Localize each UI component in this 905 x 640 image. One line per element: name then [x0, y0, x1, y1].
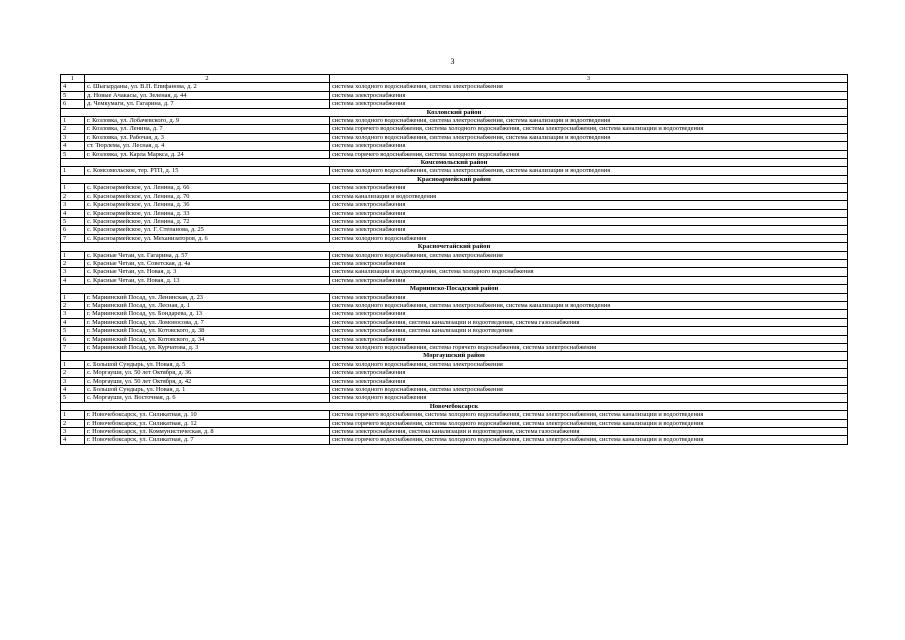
section-header-row — [61, 175, 848, 183]
row-address: с. Красноармейское, ул. Г. Степанова, д. 25 — [85, 226, 330, 234]
table-row — [61, 133, 848, 141]
section-title: Красноармейский район — [61, 175, 848, 183]
table-row — [61, 259, 848, 267]
table-row — [61, 293, 848, 301]
table-row — [61, 167, 848, 175]
column-number-3: 3 — [330, 75, 848, 83]
row-address: д. Новые Ачакасы, ул. Зеленая, д. 44 — [85, 91, 330, 99]
section-title: Моргаушский район — [61, 352, 848, 360]
row-address: г. Новочебоксарск, ул. Коммунистическая, д. 8 — [85, 428, 330, 436]
row-address: г. Козловка, ул. Ленина, д. 7 — [85, 125, 330, 133]
row-systems: система электроснабжения — [330, 209, 848, 217]
row-systems: система электроснабжения — [330, 276, 848, 284]
row-number: 1 — [61, 360, 85, 368]
row-address: с. Моргауши, ул. 50 лет Октября, д. 42 — [85, 377, 330, 385]
row-address: с. Красноармейское, ул. Ленина, д. 72 — [85, 217, 330, 225]
row-systems: система электроснабжения — [330, 369, 848, 377]
row-address: с. Моргауши, ул. 50 лет Октября, д. 36 — [85, 369, 330, 377]
row-address: г. Мариинский Посад, ул. Лесная, д. 1 — [85, 301, 330, 309]
section-title: Комсомольский район — [61, 159, 848, 167]
row-systems: система электроснабжения — [330, 293, 848, 301]
row-systems: система холодного водоснабжения, система электроснабжения, система канализации и водоотведения — [330, 301, 848, 309]
row-number: 1 — [61, 117, 85, 125]
table-row — [61, 217, 848, 225]
section-header-row — [61, 352, 848, 360]
table-row — [61, 335, 848, 343]
table-row — [61, 142, 848, 150]
row-systems: система холодного водоснабжения — [330, 394, 848, 402]
row-systems: система холодного водоснабжения, система электроснабжения — [330, 386, 848, 394]
row-address: г. Новочебоксарск, ул. Силикатная, д. 10 — [85, 411, 330, 419]
row-address: г. Козловка, ул. Рабочая, д. 3 — [85, 133, 330, 141]
table-row — [61, 201, 848, 209]
row-systems: система электроснабжения — [330, 184, 848, 192]
row-number: 4 — [61, 436, 85, 444]
row-systems: система электроснабжения — [330, 217, 848, 225]
table-row — [61, 318, 848, 326]
table-row — [61, 226, 848, 234]
row-address: д. Чемкумаги, ул. Гагарина, д. 7 — [85, 100, 330, 108]
row-number: 5 — [61, 327, 85, 335]
row-number: 6 — [61, 335, 85, 343]
table-row — [61, 436, 848, 444]
section-title: Мариинско-Посадский район — [61, 285, 848, 293]
table-row — [61, 276, 848, 284]
section-header-row — [61, 159, 848, 167]
row-address: с. Большой Сундырь, ул. Новая, д. 1 — [85, 386, 330, 394]
row-number: 1 — [61, 251, 85, 259]
row-systems: система холодного водоснабжения, система электроснабжения — [330, 251, 848, 259]
row-number: 1 — [61, 411, 85, 419]
row-number: 3 — [61, 377, 85, 385]
table-row — [61, 184, 848, 192]
row-systems: система электроснабжения — [330, 377, 848, 385]
row-address: с. Комсомольское, тер. РТП, д. 15 — [85, 167, 330, 175]
row-number: 1 — [61, 167, 85, 175]
table-row — [61, 83, 848, 91]
row-number: 6 — [61, 100, 85, 108]
row-number: 4 — [61, 276, 85, 284]
row-systems: система холодного водоснабжения, система электроснабжения, система канализации и водоотведения — [330, 133, 848, 141]
row-number: 2 — [61, 192, 85, 200]
row-number: 3 — [61, 428, 85, 436]
table-row — [61, 360, 848, 368]
row-number: 5 — [61, 91, 85, 99]
row-systems: система электроснабжения, система канализации и водоотведения, система газоснабжения — [330, 318, 848, 326]
page-number: 3 — [450, 57, 455, 66]
row-address: г. Мариинский Посад, ул. Бондарева, д. 13 — [85, 310, 330, 318]
row-systems: система электроснабжения, система канализации и водоотведения — [330, 327, 848, 335]
table-row — [61, 428, 848, 436]
row-systems: система холодного водоснабжения — [330, 234, 848, 242]
row-address: ст. Тюрлема, ул. Лесная, д. 4 — [85, 142, 330, 150]
row-number: 7 — [61, 344, 85, 352]
row-number: 3 — [61, 268, 85, 276]
row-number: 1 — [61, 184, 85, 192]
row-number: 3 — [61, 310, 85, 318]
row-address: г. Мариинский Посад, ул. Котовского, д. 34 — [85, 335, 330, 343]
row-address: г. Мариинский Посад, ул. Курчатова, д. 3 — [85, 344, 330, 352]
table-row — [61, 344, 848, 352]
row-number: 4 — [61, 142, 85, 150]
table-row — [61, 125, 848, 133]
table-row — [61, 150, 848, 158]
section-header-row — [61, 402, 848, 410]
row-number: 2 — [61, 125, 85, 133]
row-systems: система холодного водоснабжения, система электроснабжения — [330, 83, 848, 91]
row-number: 2 — [61, 419, 85, 427]
row-address: с. Красноармейское, ул. Ленина, д. 33 — [85, 209, 330, 217]
table-row — [61, 419, 848, 427]
row-systems: система канализации и водоотведения, система холодного водоснабжения — [330, 268, 848, 276]
table-row — [61, 192, 848, 200]
row-address: г. Новочебоксарск, ул. Силикатная, д. 12 — [85, 419, 330, 427]
row-systems: система электроснабжения — [330, 335, 848, 343]
row-number: 5 — [61, 150, 85, 158]
column-number-2: 2 — [85, 75, 330, 83]
table-row — [61, 386, 848, 394]
row-address: с. Большой Сундырь, ул. Новая, д. 5 — [85, 360, 330, 368]
row-number: 5 — [61, 394, 85, 402]
row-number: 4 — [61, 209, 85, 217]
row-systems: система горячего водоснабжения, система холодного водоснабжения, система электроснабжения, система канализации и водоотведения — [330, 125, 848, 133]
table-row — [61, 251, 848, 259]
column-numbers-row — [61, 75, 848, 83]
row-systems: система холодного водоснабжения, система электроснабжения, система канализации и водоотведения — [330, 167, 848, 175]
column-number-1: 1 — [61, 75, 85, 83]
row-address: с. Красные Четаи, ул. Советская, д. 4а — [85, 259, 330, 267]
section-title: Козловский район — [61, 108, 848, 116]
row-systems: система электроснабжения — [330, 259, 848, 267]
row-systems: система холодного водоснабжения, система электроснабжения, система канализации и водоотведения — [330, 117, 848, 125]
row-number: 7 — [61, 234, 85, 242]
row-systems: система канализации и водоотведения — [330, 192, 848, 200]
row-number: 1 — [61, 293, 85, 301]
row-systems: система электроснабжения — [330, 310, 848, 318]
row-address: с. Красные Четаи, ул. Новая, д. 13 — [85, 276, 330, 284]
row-systems: система электроснабжения — [330, 100, 848, 108]
table-row — [61, 310, 848, 318]
table-row — [61, 117, 848, 125]
table-row — [61, 327, 848, 335]
section-header-row — [61, 108, 848, 116]
row-systems: система электроснабжения — [330, 226, 848, 234]
objects-table — [60, 74, 848, 445]
section-header-row — [61, 285, 848, 293]
row-number: 3 — [61, 201, 85, 209]
row-number: 4 — [61, 386, 85, 394]
row-address: с. Шыгырданы, ул. В.П. Епифанова, д. 2 — [85, 83, 330, 91]
row-systems: система горячего водоснабжения, система холодного водоснабжения — [330, 150, 848, 158]
row-address: с. Красные Четаи, ул. Новая, д. 3 — [85, 268, 330, 276]
table-row — [61, 268, 848, 276]
row-address: г. Мариинский Посад, ул. Ленинская, д. 23 — [85, 293, 330, 301]
row-address: с. Красноармейское, ул. Ленина, д. 66 — [85, 184, 330, 192]
row-address: г. Новочебоксарск, ул. Силикатная, д. 7 — [85, 436, 330, 444]
table-row — [61, 234, 848, 242]
row-systems: система электроснабжения — [330, 91, 848, 99]
row-systems: система горячего водоснабжения, система холодного водоснабжения, система электроснабжения, система канализации и водоотведения — [330, 436, 848, 444]
row-address: г. Мариинский Посад, ул. Котовского, д. 38 — [85, 327, 330, 335]
table-row — [61, 100, 848, 108]
table-body — [61, 75, 848, 445]
table-row — [61, 377, 848, 385]
row-number: 4 — [61, 318, 85, 326]
row-number: 6 — [61, 226, 85, 234]
row-systems: система холодного водоснабжения, система электроснабжения — [330, 360, 848, 368]
row-number: 5 — [61, 217, 85, 225]
table-row — [61, 209, 848, 217]
row-address: с. Моргауши, ул. Восточная, д. 6 — [85, 394, 330, 402]
row-systems: система электроснабжения — [330, 201, 848, 209]
row-number: 2 — [61, 369, 85, 377]
table-row — [61, 411, 848, 419]
row-address: г. Козловка, ул. Карла Маркса, д. 24 — [85, 150, 330, 158]
table-row — [61, 394, 848, 402]
table-row — [61, 91, 848, 99]
row-address: с. Красноармейское, ул. Механизаторов, д. 6 — [85, 234, 330, 242]
section-title: Красночетайский район — [61, 243, 848, 251]
row-number: 2 — [61, 301, 85, 309]
section-title: Новочебоксарск — [61, 402, 848, 410]
row-address: г. Козловка, ул. Лобачевского, д. 9 — [85, 117, 330, 125]
row-address: г. Мариинский Посад, ул. Ломоносова, д. 7 — [85, 318, 330, 326]
row-address: с. Красноармейское, ул. Ленина, д. 70 — [85, 192, 330, 200]
row-address: с. Красноармейское, ул. Ленина, д. 36 — [85, 201, 330, 209]
table-row — [61, 301, 848, 309]
row-systems: система электроснабжения, система канализации и водоотведения, система газоснабжения — [330, 428, 848, 436]
row-systems: система горячего водоснабжения, система холодного водоснабжения, система электроснабжения, система канализации и водоотведения — [330, 411, 848, 419]
row-address: с. Красные Четаи, ул. Гагарина, д. 57 — [85, 251, 330, 259]
row-systems: система электроснабжения — [330, 142, 848, 150]
row-systems: система горячего водоснабжения, система холодного водоснабжения, система электроснабжения, система канализации и водоотведения — [330, 419, 848, 427]
section-header-row — [61, 243, 848, 251]
table-row — [61, 369, 848, 377]
row-number: 3 — [61, 133, 85, 141]
row-systems: система холодного водоснабжения, система горячего водоснабжения, система электроснабжения — [330, 344, 848, 352]
row-number: 2 — [61, 259, 85, 267]
row-number: 4 — [61, 83, 85, 91]
